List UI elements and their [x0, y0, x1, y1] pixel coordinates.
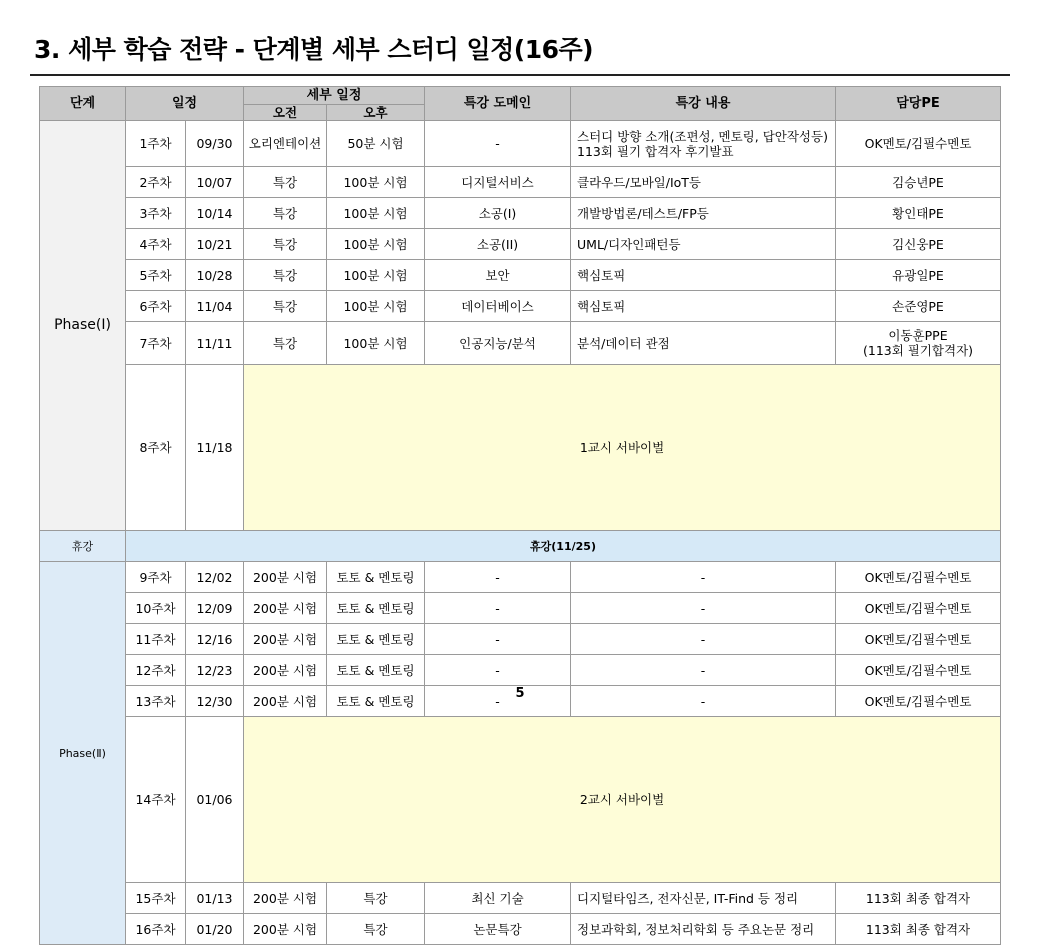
date-cell: 10/07 [186, 167, 244, 198]
owner-cell: OK멘토/김필수멘토 [836, 562, 1001, 593]
domain-cell: - [425, 593, 571, 624]
domain-cell: 인공지능/분석 [425, 322, 571, 365]
table-row [40, 198, 1001, 229]
date-cell: 12/09 [186, 593, 244, 624]
break-row [40, 531, 1001, 562]
table-row [40, 260, 1001, 291]
domain-cell: - [425, 121, 571, 167]
am-cell: 200분 시험 [244, 624, 327, 655]
date-cell: 01/13 [186, 883, 244, 914]
pm-cell: 100분 시험 [327, 322, 425, 365]
domain-cell: - [425, 686, 571, 717]
am-cell: 특강 [244, 260, 327, 291]
content-cell: - [571, 593, 836, 624]
title-divider [30, 74, 1010, 76]
week-cell: 5주차 [126, 260, 186, 291]
date-cell: 11/11 [186, 322, 244, 365]
pm-cell: 토토 & 멘토링 [327, 686, 425, 717]
pm-cell: 100분 시험 [327, 229, 425, 260]
phase-1-label: Phase(Ⅰ) [40, 121, 126, 531]
header-content: 특강 내용 [571, 87, 836, 121]
survival-cell: 1교시 서바이벌 [244, 365, 1001, 531]
week-cell: 7주차 [126, 322, 186, 365]
table-row [40, 562, 1001, 593]
header-owner: 담당PE [836, 87, 1001, 121]
pm-cell: 100분 시험 [327, 198, 425, 229]
domain-cell: 보안 [425, 260, 571, 291]
week-cell: 11주차 [126, 624, 186, 655]
domain-cell: - [425, 655, 571, 686]
owner-cell: OK멘토/김필수멘토 [836, 593, 1001, 624]
week-cell: 1주차 [126, 121, 186, 167]
content-cell: 핵심토픽 [571, 260, 836, 291]
date-cell: 12/23 [186, 655, 244, 686]
content-cell: 정보과학회, 정보처리학회 등 주요논문 정리 [571, 914, 836, 945]
am-cell: 특강 [244, 291, 327, 322]
am-cell: 200분 시험 [244, 883, 327, 914]
am-cell: 200분 시험 [244, 562, 327, 593]
page-title: 3. 세부 학습 전략 - 단계별 세부 스터디 일정(16주) [34, 35, 594, 64]
content-cell: 스터디 방향 소개(조편성, 멘토링, 답안작성등) 113회 필기 합격자 후기발표 [571, 121, 836, 167]
am-cell: 특강 [244, 198, 327, 229]
week-cell: 9주차 [126, 562, 186, 593]
phase-2-label: Phase(Ⅱ) [40, 562, 126, 945]
owner-cell: 손준영PE [836, 291, 1001, 322]
week-cell: 8주차 [126, 365, 186, 531]
table-row [40, 229, 1001, 260]
am-cell: 특강 [244, 229, 327, 260]
header-detail: 세부 일정 [244, 87, 425, 105]
pm-cell: 토토 & 멘토링 [327, 562, 425, 593]
content-cell: 핵심토픽 [571, 291, 836, 322]
date-cell: 01/20 [186, 914, 244, 945]
table-row [40, 624, 1001, 655]
owner-cell: 황인태PE [836, 198, 1001, 229]
pm-cell: 100분 시험 [327, 291, 425, 322]
week-cell: 15주차 [126, 883, 186, 914]
date-cell: 10/28 [186, 260, 244, 291]
owner-cell: 이동훈PPE (113회 필기합격자) [836, 322, 1001, 365]
table-row [40, 717, 1001, 883]
date-cell: 12/02 [186, 562, 244, 593]
content-cell: - [571, 655, 836, 686]
owner-cell: OK멘토/김필수멘토 [836, 624, 1001, 655]
am-cell: 200분 시험 [244, 914, 327, 945]
pm-cell: 50분 시험 [327, 121, 425, 167]
content-cell: 클라우드/모바일/IoT등 [571, 167, 836, 198]
domain-cell: - [425, 562, 571, 593]
owner-cell: 113회 최종 합격자 [836, 883, 1001, 914]
week-cell: 13주차 [126, 686, 186, 717]
am-cell: 200분 시험 [244, 686, 327, 717]
week-cell: 4주차 [126, 229, 186, 260]
owner-cell: OK멘토/김필수멘토 [836, 686, 1001, 717]
page-number: 5 [515, 686, 525, 701]
pm-cell: 100분 시험 [327, 167, 425, 198]
domain-cell: 데이터베이스 [425, 291, 571, 322]
owner-cell: OK멘토/김필수멘토 [836, 121, 1001, 167]
domain-cell: 최신 기술 [425, 883, 571, 914]
pm-cell: 토토 & 멘토링 [327, 655, 425, 686]
date-cell: 12/30 [186, 686, 244, 717]
date-cell: 10/21 [186, 229, 244, 260]
table-row [40, 914, 1001, 945]
schedule-table [39, 86, 1001, 945]
header-pm: 오후 [327, 105, 425, 121]
domain-cell: 소공(II) [425, 229, 571, 260]
content-cell: - [571, 624, 836, 655]
domain-cell: 논문특강 [425, 914, 571, 945]
date-cell: 11/04 [186, 291, 244, 322]
header-schedule: 일정 [126, 87, 244, 121]
owner-cell: 김신웅PE [836, 229, 1001, 260]
survival-cell: 2교시 서바이벌 [244, 717, 1001, 883]
owner-cell: 유광일PE [836, 260, 1001, 291]
break-bar: 휴강(11/25) [126, 531, 1001, 562]
domain-cell: 소공(I) [425, 198, 571, 229]
domain-cell: - [425, 624, 571, 655]
table-row [40, 593, 1001, 624]
owner-cell: 김승년PE [836, 167, 1001, 198]
table-row [40, 365, 1001, 531]
date-cell: 09/30 [186, 121, 244, 167]
owner-cell: OK멘토/김필수멘토 [836, 655, 1001, 686]
am-cell: 200분 시험 [244, 655, 327, 686]
content-cell: - [571, 562, 836, 593]
header-phase: 단계 [40, 87, 126, 121]
pm-cell: 특강 [327, 883, 425, 914]
am-cell: 200분 시험 [244, 593, 327, 624]
pm-cell: 토토 & 멘토링 [327, 593, 425, 624]
content-cell: 분석/데이터 관점 [571, 322, 836, 365]
domain-cell: 디지털서비스 [425, 167, 571, 198]
am-cell: 특강 [244, 167, 327, 198]
content-cell: 디지털타임즈, 전자신문, IT-Find 등 정리 [571, 883, 836, 914]
content-cell: 개발방법론/테스트/FP등 [571, 198, 836, 229]
date-cell: 11/18 [186, 365, 244, 531]
date-cell: 10/14 [186, 198, 244, 229]
content-cell: UML/디자인패턴등 [571, 229, 836, 260]
week-cell: 16주차 [126, 914, 186, 945]
owner-cell: 113회 최종 합격자 [836, 914, 1001, 945]
break-label: 휴강 [40, 531, 126, 562]
week-cell: 10주차 [126, 593, 186, 624]
week-cell: 14주차 [126, 717, 186, 883]
am-cell: 특강 [244, 322, 327, 365]
week-cell: 3주차 [126, 198, 186, 229]
header-domain: 특강 도메인 [425, 87, 571, 121]
table-row [40, 167, 1001, 198]
table-row [40, 655, 1001, 686]
table-row [40, 883, 1001, 914]
table-row [40, 121, 1001, 167]
pm-cell: 100분 시험 [327, 260, 425, 291]
week-cell: 6주차 [126, 291, 186, 322]
week-cell: 2주차 [126, 167, 186, 198]
date-cell: 12/16 [186, 624, 244, 655]
table-row [40, 291, 1001, 322]
table-row [40, 322, 1001, 365]
week-cell: 12주차 [126, 655, 186, 686]
pm-cell: 토토 & 멘토링 [327, 624, 425, 655]
pm-cell: 특강 [327, 914, 425, 945]
content-cell: - [571, 686, 836, 717]
am-cell: 오리엔테이션 [244, 121, 327, 167]
header-am: 오전 [244, 105, 327, 121]
date-cell: 01/06 [186, 717, 244, 883]
